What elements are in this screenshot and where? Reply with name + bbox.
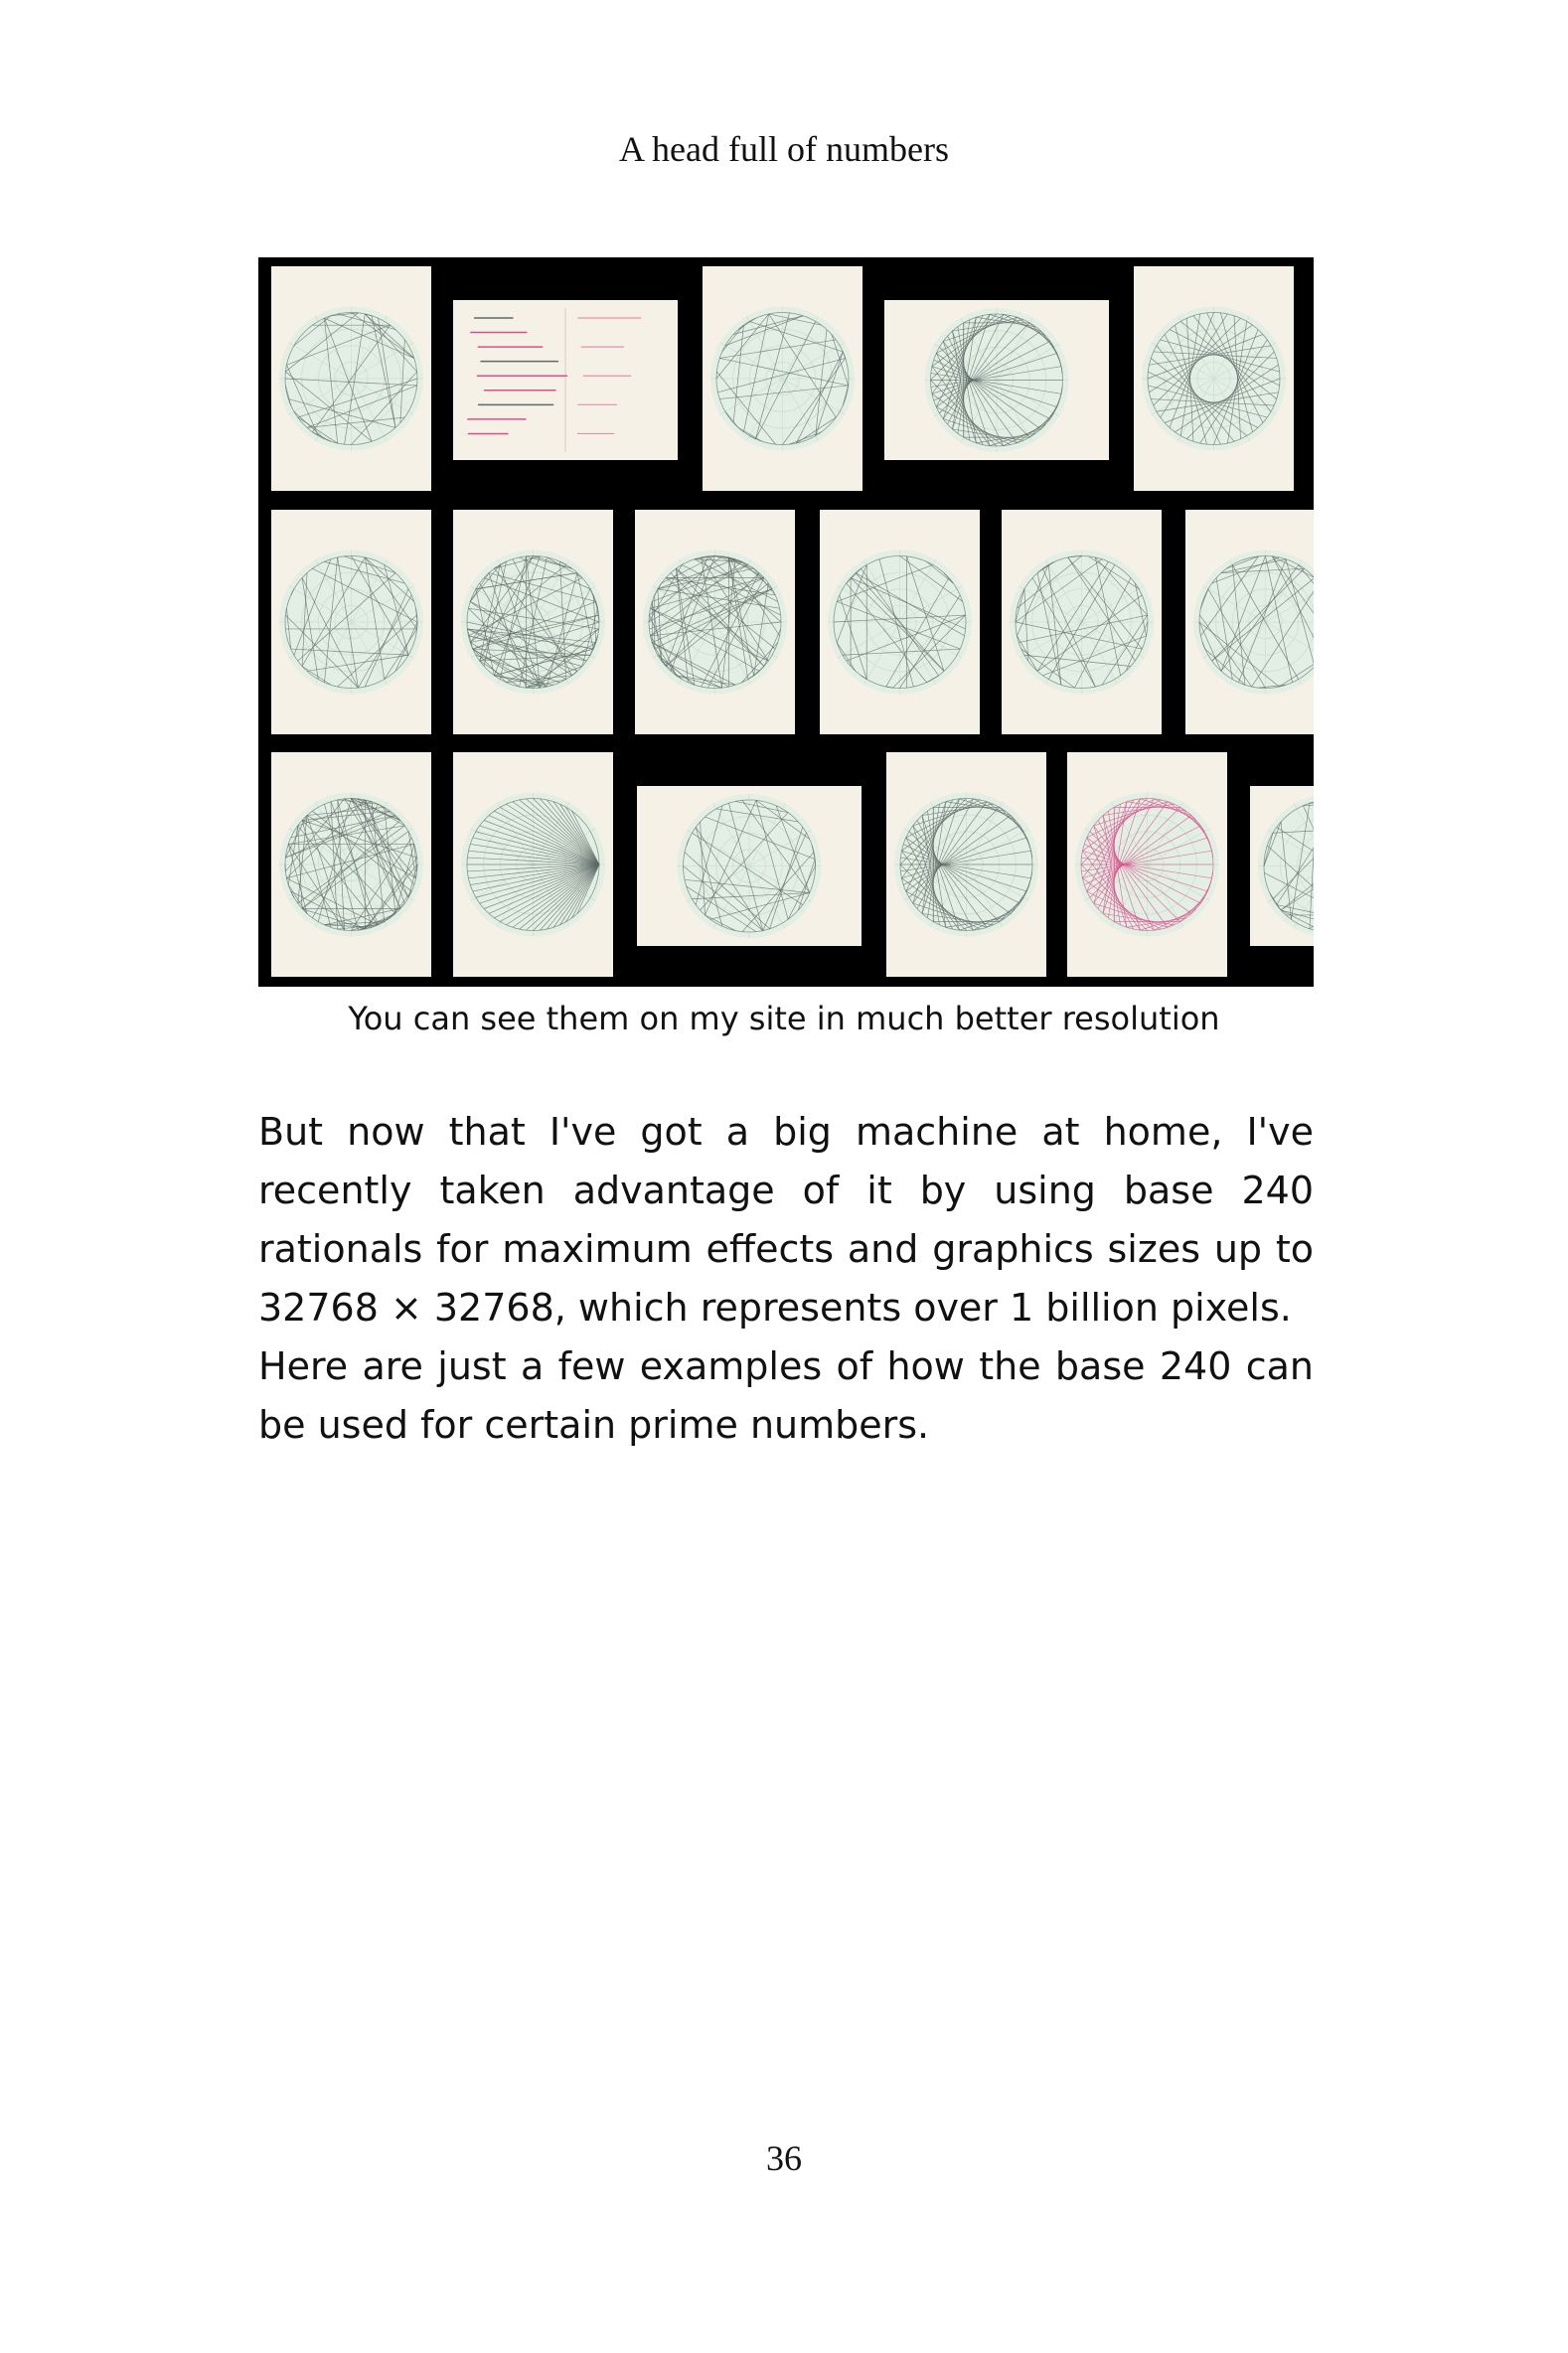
figure-caption: You can see them on my site in much better resolution	[348, 1000, 1220, 1037]
thumbnail-sheet	[453, 510, 613, 734]
thumbnail-sheet	[635, 510, 795, 734]
thumbnail-sheet	[884, 300, 1109, 460]
thumbnail-sheet	[271, 752, 431, 977]
thumbnail-sheet	[453, 752, 613, 977]
thumbnail-sheet	[1002, 510, 1162, 734]
thumbnail-sheet	[271, 510, 431, 734]
thumbnail-sheet	[1185, 510, 1314, 734]
body-paragraph: Here are just a few examples of how the base 240 can be used for certain prime numbers.	[258, 1344, 1314, 1447]
thumbnail-sheet	[1067, 752, 1227, 977]
thumbnail-sheet	[703, 266, 862, 491]
thumbnail-sheet	[1134, 266, 1294, 491]
thumbnail-sheet	[820, 510, 980, 734]
running-head-title: A head full of numbers	[619, 129, 949, 169]
body-text	[258, 1103, 1314, 1455]
body-paragraph: But now that I've got a big machine at home, I've recently taken advantage of it by using base 240 rationals for maximum effects and graphics sizes up to 32768 × 32768, which represents over 1 billion pixels.	[258, 1110, 1314, 1330]
thumbnail-sheet	[637, 786, 862, 946]
figure-thumbnail-collage	[258, 257, 1314, 987]
thumbnail-sheet	[1250, 786, 1314, 946]
thumbnail-sheet	[886, 752, 1046, 977]
thumbnail-sheet	[271, 266, 431, 491]
page-number: 36	[766, 2138, 802, 2178]
thumbnail-sheet	[453, 300, 678, 460]
